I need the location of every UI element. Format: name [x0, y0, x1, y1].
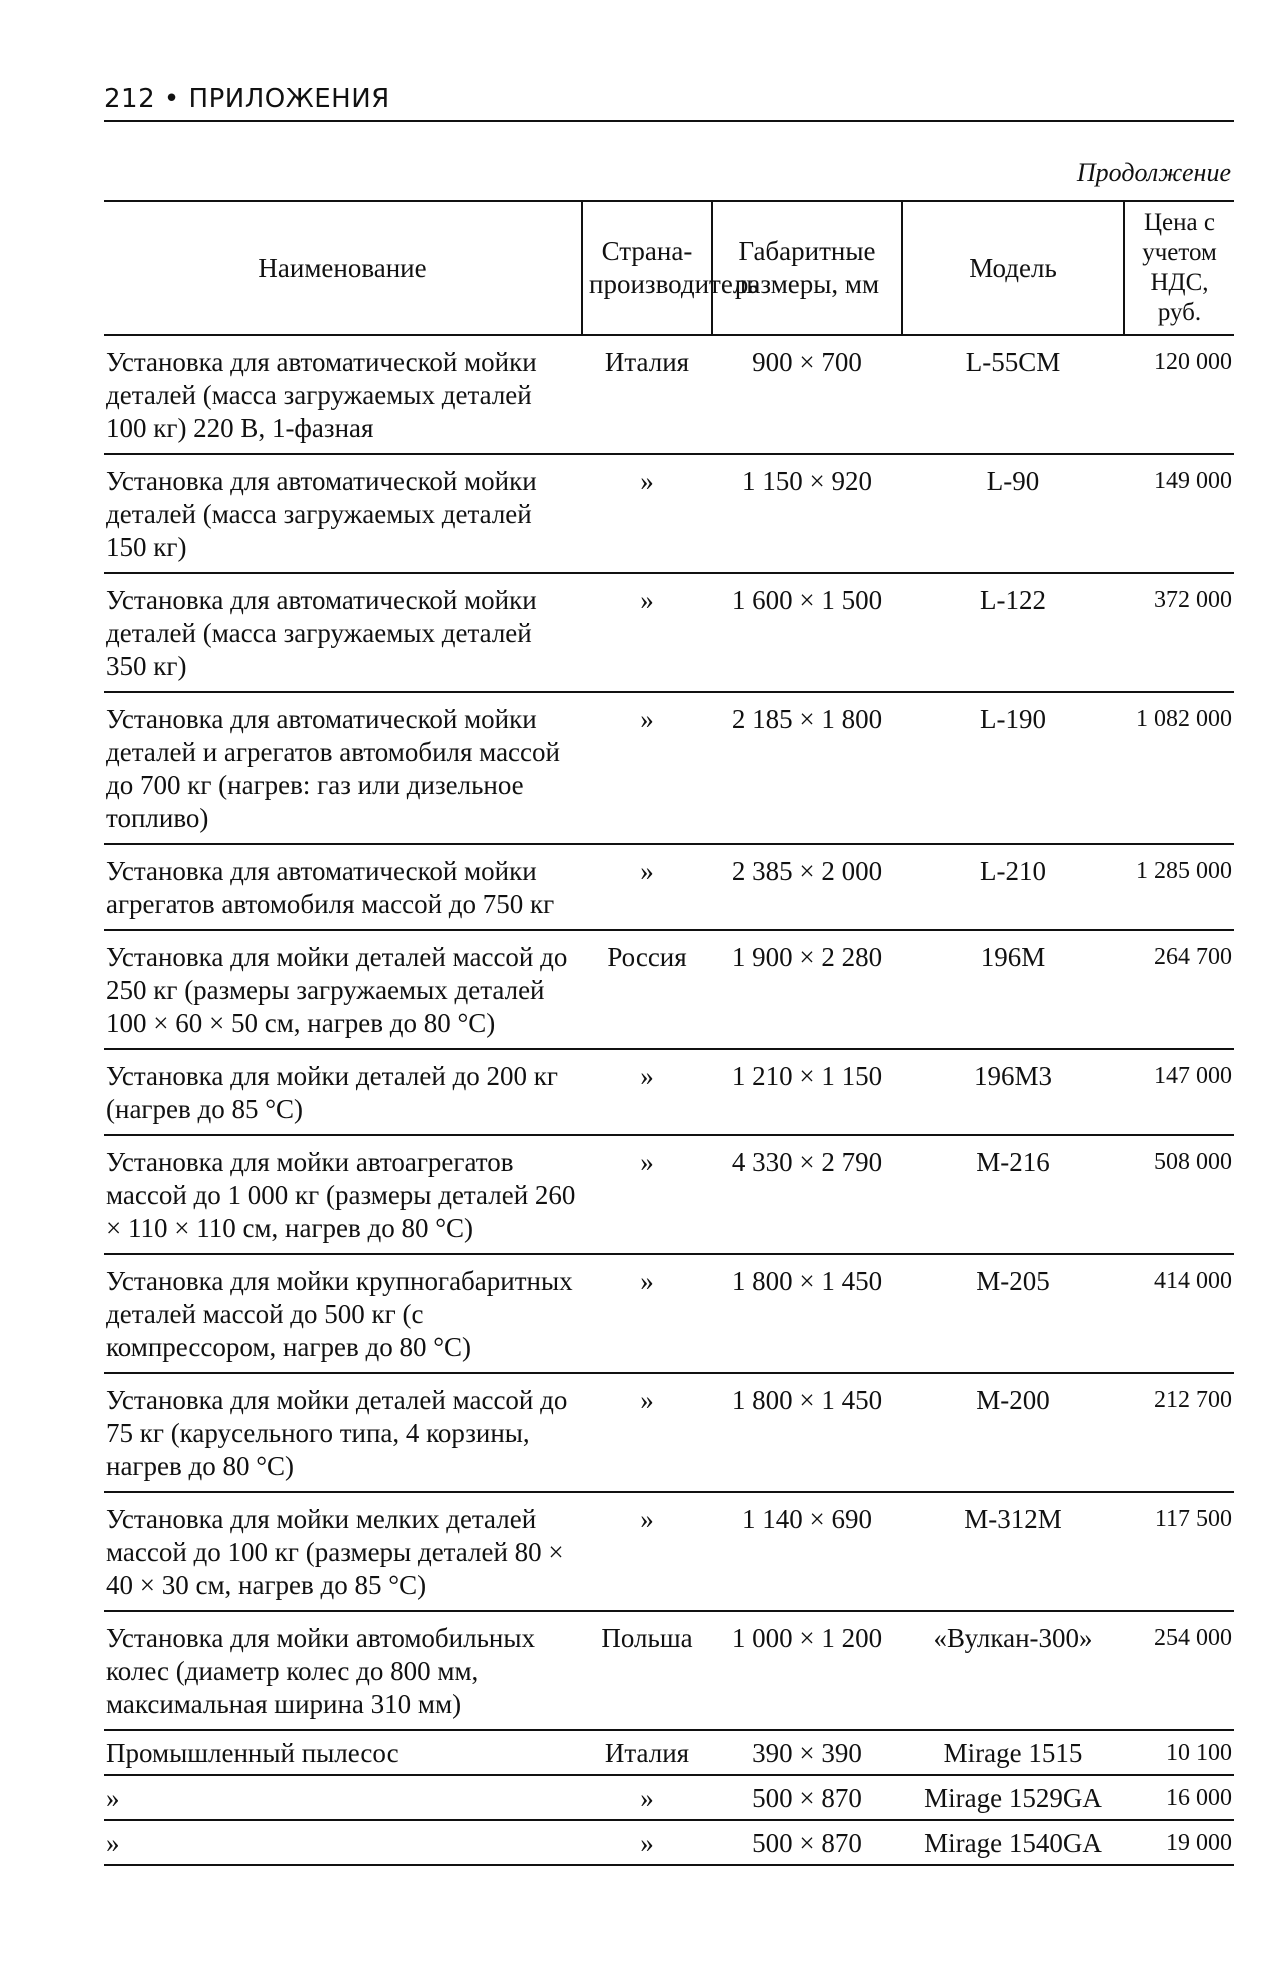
- cell-model: L-210: [902, 844, 1124, 930]
- cell-price: 414 000: [1124, 1254, 1234, 1373]
- cell-size: 1 210 × 1 150: [712, 1049, 902, 1135]
- cell-price: 149 000: [1124, 454, 1234, 573]
- table-row: [104, 692, 1234, 844]
- running-header: [104, 84, 390, 114]
- cell-price: 254 000: [1124, 1611, 1234, 1730]
- cell-size: 1 900 × 2 280: [712, 930, 902, 1049]
- cell-price: 1 285 000: [1124, 844, 1234, 930]
- cell-country: Италия: [582, 1730, 712, 1775]
- cell-size: 4 330 × 2 790: [712, 1135, 902, 1254]
- cell-price: 264 700: [1124, 930, 1234, 1049]
- header-country: Страна-производитель: [582, 201, 712, 335]
- table-row: [104, 844, 1234, 930]
- table-row: [104, 1373, 1234, 1492]
- table-row: [104, 1049, 1234, 1135]
- cell-name: Промышленный пылесос: [104, 1730, 582, 1775]
- cell-price: 19 000: [1124, 1820, 1234, 1865]
- cell-price: 10 100: [1124, 1730, 1234, 1775]
- cell-country: »: [582, 692, 712, 844]
- cell-model: L-55CM: [902, 335, 1124, 454]
- cell-model: M-200: [902, 1373, 1124, 1492]
- cell-country: Россия: [582, 930, 712, 1049]
- table-row: [104, 1775, 1234, 1820]
- cell-country: »: [582, 1135, 712, 1254]
- cell-name: Установка для автоматической мойки деталей (масса загружаемых деталей 100 кг) 220 В, 1-фазная: [104, 335, 582, 454]
- cell-size: 1 140 × 690: [712, 1492, 902, 1611]
- cell-model: 196M: [902, 930, 1124, 1049]
- table-header-row: [104, 201, 1234, 335]
- cell-country: »: [582, 454, 712, 573]
- cell-size: 1 150 × 920: [712, 454, 902, 573]
- cell-model: M-216: [902, 1135, 1124, 1254]
- table-row: [104, 1820, 1234, 1865]
- cell-name: Установка для мойки деталей до 200 кг (нагрев до 85 °С): [104, 1049, 582, 1135]
- cell-price: 212 700: [1124, 1373, 1234, 1492]
- table-body: [104, 335, 1234, 1865]
- cell-model: Mirage 1529GA: [902, 1775, 1124, 1820]
- cell-size: 2 185 × 1 800: [712, 692, 902, 844]
- cell-model: L-190: [902, 692, 1124, 844]
- cell-price: 147 000: [1124, 1049, 1234, 1135]
- table-row: [104, 1492, 1234, 1611]
- header-price: Цена с учетом НДС, руб.: [1124, 201, 1234, 335]
- header-size: Габаритные размеры, мм: [712, 201, 902, 335]
- header-name: Наименование: [104, 201, 582, 335]
- cell-name: »: [104, 1775, 582, 1820]
- cell-model: «Вулкан-300»: [902, 1611, 1124, 1730]
- cell-price: 1 082 000: [1124, 692, 1234, 844]
- cell-size: 500 × 870: [712, 1775, 902, 1820]
- table-row: [104, 1611, 1234, 1730]
- cell-size: 900 × 700: [712, 335, 902, 454]
- header-bullet: •: [163, 84, 180, 114]
- cell-model: Mirage 1540GA: [902, 1820, 1124, 1865]
- cell-size: 1 800 × 1 450: [712, 1373, 902, 1492]
- header-rule: [104, 120, 1234, 122]
- cell-model: M-205: [902, 1254, 1124, 1373]
- cell-size: 1 800 × 1 450: [712, 1254, 902, 1373]
- cell-name: Установка для мойки крупногабаритных деталей массой до 500 кг (с компрессором, нагрев до 80 °С): [104, 1254, 582, 1373]
- cell-size: 390 × 390: [712, 1730, 902, 1775]
- cell-country: »: [582, 844, 712, 930]
- table-row: [104, 573, 1234, 692]
- table-row: [104, 454, 1234, 573]
- cell-country: »: [582, 1373, 712, 1492]
- cell-name: Установка для автоматической мойки деталей (масса загружаемых деталей 350 кг): [104, 573, 582, 692]
- cell-price: 117 500: [1124, 1492, 1234, 1611]
- continuation-label: Продолжение: [1076, 158, 1231, 187]
- cell-price: 16 000: [1124, 1775, 1234, 1820]
- table-row: [104, 335, 1234, 454]
- cell-country: Италия: [582, 335, 712, 454]
- cell-size: 500 × 870: [712, 1820, 902, 1865]
- cell-country: Польша: [582, 1611, 712, 1730]
- cell-name: Установка для мойки деталей массой до 75 кг (карусельного типа, 4 корзины, нагрев до 80 °С): [104, 1373, 582, 1492]
- price-table: [104, 200, 1234, 1866]
- table-row: [104, 930, 1234, 1049]
- table-row: [104, 1254, 1234, 1373]
- cell-price: 508 000: [1124, 1135, 1234, 1254]
- cell-name: Установка для автоматической мойки агрегатов автомобиля массой до 750 кг: [104, 844, 582, 930]
- cell-model: 196M3: [902, 1049, 1124, 1135]
- cell-model: Mirage 1515: [902, 1730, 1124, 1775]
- cell-name: Установка для мойки мелких деталей массой до 100 кг (размеры деталей 80 × 40 × 30 см, нагрев до 85 °С): [104, 1492, 582, 1611]
- header-model: Модель: [902, 201, 1124, 335]
- cell-name: Установка для мойки деталей массой до 250 кг (размеры загружаемых деталей 100 × 60 × 50 см, нагрев до 80 °С): [104, 930, 582, 1049]
- cell-name: »: [104, 1820, 582, 1865]
- cell-country: »: [582, 1254, 712, 1373]
- cell-country: »: [582, 1049, 712, 1135]
- cell-country: »: [582, 1492, 712, 1611]
- table-row: [104, 1135, 1234, 1254]
- cell-name: Установка для автоматической мойки деталей (масса загружаемых деталей 150 кг): [104, 454, 582, 573]
- cell-name: Установка для мойки автоагрегатов массой до 1 000 кг (размеры деталей 260 × 110 × 110 см, нагрев до 80 °С): [104, 1135, 582, 1254]
- cell-country: »: [582, 1820, 712, 1865]
- cell-country: »: [582, 1775, 712, 1820]
- cell-price: 120 000: [1124, 335, 1234, 454]
- cell-name: Установка для мойки автомобильных колес (диаметр колес до 800 мм, максимальная ширина 310 мм): [104, 1611, 582, 1730]
- section-title: ПРИЛОЖЕНИЯ: [188, 84, 390, 114]
- table-row: [104, 1730, 1234, 1775]
- page-number: 212: [104, 84, 156, 114]
- cell-size: 2 385 × 2 000: [712, 844, 902, 930]
- cell-model: L-90: [902, 454, 1124, 573]
- cell-size: 1 000 × 1 200: [712, 1611, 902, 1730]
- cell-model: L-122: [902, 573, 1124, 692]
- cell-country: »: [582, 573, 712, 692]
- cell-size: 1 600 × 1 500: [712, 573, 902, 692]
- cell-model: M-312M: [902, 1492, 1124, 1611]
- cell-name: Установка для автоматической мойки деталей и агрегатов автомобиля массой до 700 кг (нагрев: газ или дизельное топливо): [104, 692, 582, 844]
- cell-price: 372 000: [1124, 573, 1234, 692]
